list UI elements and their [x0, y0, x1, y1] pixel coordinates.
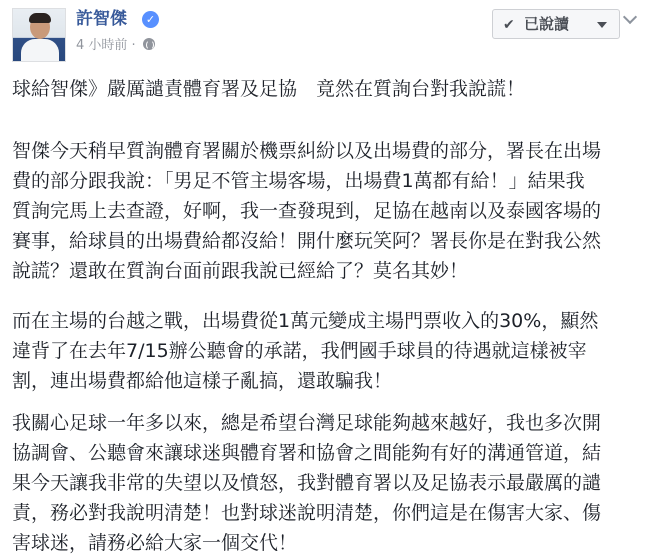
avatar-hair [29, 13, 51, 23]
post-meta [76, 37, 155, 55]
post-options-chevron-icon[interactable] [623, 12, 637, 26]
paragraph-3 [12, 408, 601, 557]
paragraph-2 [12, 306, 598, 396]
author-name[interactable]: 許智傑 [76, 9, 127, 29]
read-status-button[interactable] [492, 9, 620, 39]
post-timestamp[interactable]: 4 小時前 [76, 38, 128, 53]
read-status-label: 已說讀 [523, 15, 569, 33]
text-line: 我關心足球一年多以來，總是希望台灣足球能夠越來越好，我也多次開 [12, 412, 602, 434]
text-line: 違背了在去年7/15辦公聽會的承諾，我們國手球員的待遇就這樣被宰 [12, 340, 587, 362]
globe-icon[interactable] [143, 38, 155, 50]
text-line: 說謊？還敢在質詢台面前跟我說已經給了？莫名其妙！ [12, 260, 469, 282]
meta-separator: · [131, 38, 140, 53]
text-line: 責，務必對我說明清楚！也對球迷說明清楚，你們這是在傷害大家、傷 [12, 502, 602, 524]
text-line: 果今天讓我非常的失望以及憤怒，我對體育署以及足協表示最嚴厲的譴 [12, 472, 602, 494]
text-line: 協調會、公聽會來讓球迷與體育署和協會之間能夠有好的溝通管道，結 [12, 442, 602, 464]
avatar-shirt [21, 39, 59, 62]
text-line: 費的部分跟我說：「男足不管主場客場，出場費1萬都有給！」結果我 [12, 170, 585, 192]
text-line: 割，連出場費都給他這樣子亂搞，還敢騙我！ [12, 370, 393, 392]
post-header [12, 8, 638, 64]
verified-badge-icon: ✓ [142, 11, 159, 28]
text-line: 而在主場的台越之戰，出場費從1萬元變成主場門票收入的30%，顯然 [12, 310, 599, 332]
paragraph-1 [12, 136, 601, 286]
avatar[interactable] [12, 8, 66, 62]
check-icon: ✔ [503, 17, 515, 33]
post-title: 球給智傑》嚴厲譴責體育署及足協 竟然在質詢台對我說謊！ [12, 78, 526, 100]
text-line: 害球迷，請務必給大家一個交代！ [12, 532, 298, 554]
text-line: 質詢完馬上去查證，好啊，我一查發現到，足協在越南以及泰國客場的 [12, 200, 602, 222]
text-line: 賽事，給球員的出場費給都沒給！開什麼玩笑阿？署長你是在對我公然 [12, 230, 602, 252]
text-line: 智傑今天稍早質詢體育署關於機票糾紛以及出場費的部分，署長在出場 [12, 140, 602, 162]
caret-down-icon [597, 22, 607, 28]
